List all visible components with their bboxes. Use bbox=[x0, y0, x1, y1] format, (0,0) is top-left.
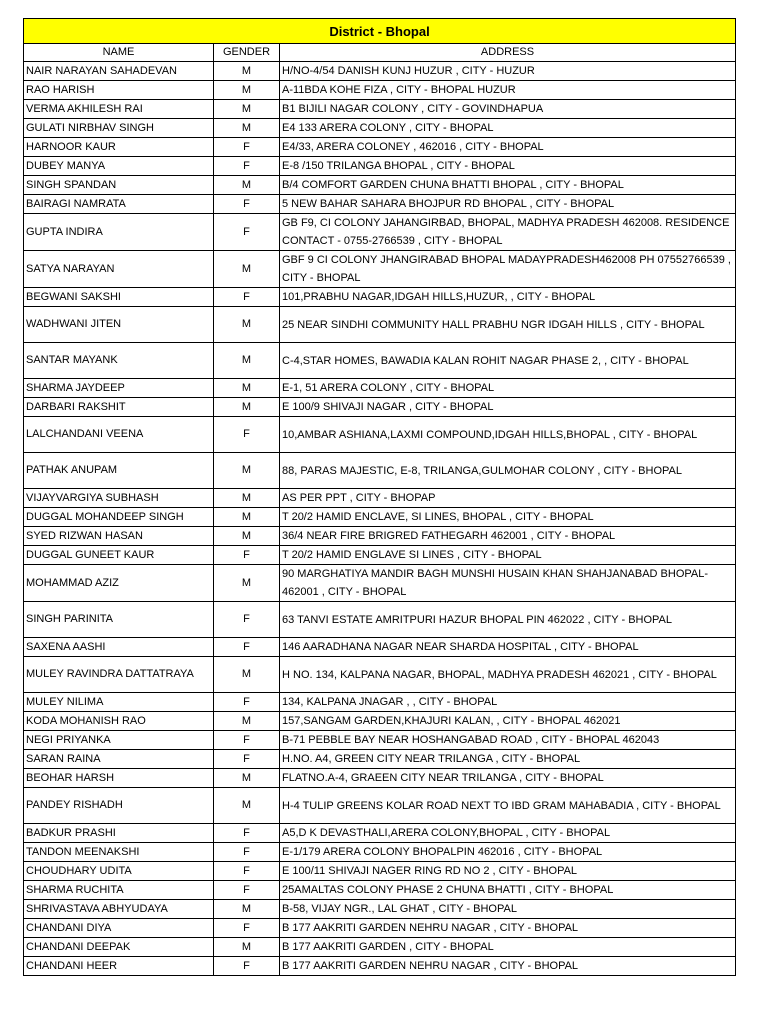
cell-address: B 177 AAKRITI GARDEN NEHRU NAGAR , CITY - BHOPAL bbox=[280, 919, 736, 938]
cell-name: MULEY NILIMA bbox=[24, 693, 214, 712]
cell-name: BAIRAGI NAMRATA bbox=[24, 195, 214, 214]
cell-gender: M bbox=[214, 100, 280, 119]
cell-gender: M bbox=[214, 81, 280, 100]
cell-name: BADKUR PRASHI bbox=[24, 824, 214, 843]
title-row bbox=[24, 19, 736, 44]
cell-gender: F bbox=[214, 862, 280, 881]
table-row bbox=[24, 508, 736, 527]
header-gender: GENDER bbox=[214, 44, 280, 62]
cell-name: MOHAMMAD AZIZ bbox=[24, 565, 214, 602]
table-body bbox=[24, 62, 736, 976]
table-row bbox=[24, 938, 736, 957]
cell-address: 157,SANGAM GARDEN,KHAJURI KALAN, , CITY - BHOPAL 462021 bbox=[280, 712, 736, 731]
cell-gender: M bbox=[214, 900, 280, 919]
table-row bbox=[24, 769, 736, 788]
cell-address: 134, KALPANA JNAGAR , , CITY - BHOPAL bbox=[280, 693, 736, 712]
cell-name: VIJAYVARGIYA SUBHASH bbox=[24, 489, 214, 508]
cell-address: 5 NEW BAHAR SAHARA BHOJPUR RD BHOPAL , CITY - BHOPAL bbox=[280, 195, 736, 214]
cell-gender: F bbox=[214, 881, 280, 900]
header-address: ADDRESS bbox=[280, 44, 736, 62]
cell-name: GUPTA INDIRA bbox=[24, 214, 214, 251]
table-row bbox=[24, 693, 736, 712]
cell-gender: M bbox=[214, 788, 280, 824]
table-row bbox=[24, 195, 736, 214]
table-row bbox=[24, 602, 736, 638]
cell-address: E4 133 ARERA COLONY , CITY - BHOPAL bbox=[280, 119, 736, 138]
table-row bbox=[24, 176, 736, 195]
cell-address: E 100/9 SHIVAJI NAGAR , CITY - BHOPAL bbox=[280, 398, 736, 417]
cell-address: AS PER PPT , CITY - BHOPAP bbox=[280, 489, 736, 508]
cell-address: 25 NEAR SINDHI COMMUNITY HALL PRABHU NGR IDGAH HILLS , CITY - BHOPAL bbox=[280, 307, 736, 343]
cell-name: SYED RIZWAN HASAN bbox=[24, 527, 214, 546]
cell-gender: M bbox=[214, 489, 280, 508]
cell-gender: M bbox=[214, 565, 280, 602]
table-row bbox=[24, 251, 736, 288]
table-row bbox=[24, 565, 736, 602]
cell-gender: F bbox=[214, 824, 280, 843]
cell-address: 36/4 NEAR FIRE BRIGRED FATHEGARH 462001 , CITY - BHOPAL bbox=[280, 527, 736, 546]
cell-address: C-4,STAR HOMES, BAWADIA KALAN ROHIT NAGAR PHASE 2, , CITY - BHOPAL bbox=[280, 343, 736, 379]
cell-name: SARAN RAINA bbox=[24, 750, 214, 769]
table-row bbox=[24, 731, 736, 750]
cell-gender: F bbox=[214, 417, 280, 453]
cell-name: WADHWANI JITEN bbox=[24, 307, 214, 343]
cell-address: 90 MARGHATIYA MANDIR BAGH MUNSHI HUSAIN KHAN SHAHJANABAD BHOPAL-462001 , CITY - BHOPAL bbox=[280, 565, 736, 602]
cell-address: GB F9, CI COLONY JAHANGIRBAD, BHOPAL, MADHYA PRADESH 462008. RESIDENCE CONTACT - 0755-2766539 , CITY - BHOPAL bbox=[280, 214, 736, 251]
cell-name: NAIR NARAYAN SAHADEVAN bbox=[24, 62, 214, 81]
table-row bbox=[24, 957, 736, 976]
cell-name: SINGH PARINITA bbox=[24, 602, 214, 638]
cell-name: CHOUDHARY UDITA bbox=[24, 862, 214, 881]
table-row bbox=[24, 62, 736, 81]
cell-name: KODA MOHANISH RAO bbox=[24, 712, 214, 731]
cell-address: T 20/2 HAMID ENCLAVE, SI LINES, BHOPAL , CITY - BHOPAL bbox=[280, 508, 736, 527]
cell-name: DUBEY MANYA bbox=[24, 157, 214, 176]
cell-gender: M bbox=[214, 343, 280, 379]
cell-name: LALCHANDANI VEENA bbox=[24, 417, 214, 453]
cell-name: DUGGAL MOHANDEEP SINGH bbox=[24, 508, 214, 527]
cell-gender: M bbox=[214, 938, 280, 957]
cell-gender: M bbox=[214, 251, 280, 288]
cell-gender: M bbox=[214, 307, 280, 343]
cell-address: E-1/179 ARERA COLONY BHOPALPIN 462016 , CITY - BHOPAL bbox=[280, 843, 736, 862]
cell-name: HARNOOR KAUR bbox=[24, 138, 214, 157]
cell-address: A-11BDA KOHE FIZA , CITY - BHOPAL HUZUR bbox=[280, 81, 736, 100]
table-row bbox=[24, 119, 736, 138]
cell-name: CHANDANI DIYA bbox=[24, 919, 214, 938]
cell-gender: F bbox=[214, 195, 280, 214]
cell-name: CHANDANI DEEPAK bbox=[24, 938, 214, 957]
cell-name: GULATI NIRBHAV SINGH bbox=[24, 119, 214, 138]
cell-gender: F bbox=[214, 546, 280, 565]
address-table bbox=[23, 18, 736, 976]
cell-name: SANTAR MAYANK bbox=[24, 343, 214, 379]
cell-name: SHARMA RUCHITA bbox=[24, 881, 214, 900]
cell-gender: M bbox=[214, 453, 280, 489]
cell-name: SHRIVASTAVA ABHYUDAYA bbox=[24, 900, 214, 919]
cell-address: E-1, 51 ARERA COLONY , CITY - BHOPAL bbox=[280, 379, 736, 398]
table-row bbox=[24, 157, 736, 176]
cell-address: E 100/11 SHIVAJI NAGER RING RD NO 2 , CITY - BHOPAL bbox=[280, 862, 736, 881]
cell-name: BEOHAR HARSH bbox=[24, 769, 214, 788]
cell-gender: F bbox=[214, 288, 280, 307]
table-row bbox=[24, 214, 736, 251]
table-row bbox=[24, 881, 736, 900]
cell-address: 25AMALTAS COLONY PHASE 2 CHUNA BHATTI , CITY - BHOPAL bbox=[280, 881, 736, 900]
table-row bbox=[24, 824, 736, 843]
cell-gender: M bbox=[214, 119, 280, 138]
cell-gender: M bbox=[214, 712, 280, 731]
table-row bbox=[24, 81, 736, 100]
cell-gender: F bbox=[214, 214, 280, 251]
cell-name: TANDON MEENAKSHI bbox=[24, 843, 214, 862]
cell-gender: F bbox=[214, 638, 280, 657]
cell-gender: M bbox=[214, 62, 280, 81]
cell-address: T 20/2 HAMID ENGLAVE SI LINES , CITY - BHOPAL bbox=[280, 546, 736, 565]
cell-gender: F bbox=[214, 731, 280, 750]
cell-name: SINGH SPANDAN bbox=[24, 176, 214, 195]
cell-name: SATYA NARAYAN bbox=[24, 251, 214, 288]
cell-address: B/4 COMFORT GARDEN CHUNA BHATTI BHOPAL , CITY - BHOPAL bbox=[280, 176, 736, 195]
table-row bbox=[24, 843, 736, 862]
sheet-title: District - Bhopal bbox=[24, 19, 736, 44]
cell-address: H-4 TULIP GREENS KOLAR ROAD NEXT TO IBD GRAM MAHABADIA , CITY - BHOPAL bbox=[280, 788, 736, 824]
cell-address: B-58, VIJAY NGR., LAL GHAT , CITY - BHOPAL bbox=[280, 900, 736, 919]
cell-name: NEGI PRIYANKA bbox=[24, 731, 214, 750]
table-row bbox=[24, 657, 736, 693]
cell-gender: F bbox=[214, 750, 280, 769]
cell-name: PATHAK ANUPAM bbox=[24, 453, 214, 489]
table-row bbox=[24, 788, 736, 824]
table-row bbox=[24, 489, 736, 508]
cell-name: DARBARI RAKSHIT bbox=[24, 398, 214, 417]
cell-address: GBF 9 CI COLONY JHANGIRABAD BHOPAL MADAYPRADESH462008 PH 07552766539 , CITY - BHOPAL bbox=[280, 251, 736, 288]
table-row bbox=[24, 862, 736, 881]
table-row bbox=[24, 638, 736, 657]
table-row bbox=[24, 343, 736, 379]
table-row bbox=[24, 288, 736, 307]
cell-gender: M bbox=[214, 657, 280, 693]
table-row bbox=[24, 712, 736, 731]
table-row bbox=[24, 398, 736, 417]
cell-name: BEGWANI SAKSHI bbox=[24, 288, 214, 307]
cell-gender: F bbox=[214, 693, 280, 712]
cell-address: B 177 AAKRITI GARDEN NEHRU NAGAR , CITY - BHOPAL bbox=[280, 957, 736, 976]
cell-gender: F bbox=[214, 919, 280, 938]
table-row bbox=[24, 453, 736, 489]
cell-address: FLATNO.A-4, GRAEEN CITY NEAR TRILANGA , CITY - BHOPAL bbox=[280, 769, 736, 788]
table-row bbox=[24, 307, 736, 343]
cell-address: B 177 AAKRITI GARDEN , CITY - BHOPAL bbox=[280, 938, 736, 957]
cell-address: A5,D K DEVASTHALI,ARERA COLONY,BHOPAL , CITY - BHOPAL bbox=[280, 824, 736, 843]
cell-address: B-71 PEBBLE BAY NEAR HOSHANGABAD ROAD , CITY - BHOPAL 462043 bbox=[280, 731, 736, 750]
cell-address: E-8 /150 TRILANGA BHOPAL , CITY - BHOPAL bbox=[280, 157, 736, 176]
table-row bbox=[24, 750, 736, 769]
table-row bbox=[24, 100, 736, 119]
cell-address: H.NO. A4, GREEN CITY NEAR TRILANGA , CITY - BHOPAL bbox=[280, 750, 736, 769]
header-name: NAME bbox=[24, 44, 214, 62]
cell-gender: M bbox=[214, 176, 280, 195]
header-row bbox=[24, 44, 736, 62]
cell-address: 88, PARAS MAJESTIC, E-8, TRILANGA,GULMOHAR COLONY , CITY - BHOPAL bbox=[280, 453, 736, 489]
cell-address: 146 AARADHANA NAGAR NEAR SHARDA HOSPITAL , CITY - BHOPAL bbox=[280, 638, 736, 657]
cell-gender: M bbox=[214, 379, 280, 398]
cell-gender: M bbox=[214, 398, 280, 417]
table-row bbox=[24, 138, 736, 157]
cell-gender: F bbox=[214, 843, 280, 862]
cell-gender: F bbox=[214, 157, 280, 176]
cell-address: H NO. 134, KALPANA NAGAR, BHOPAL, MADHYA PRADESH 462021 , CITY - BHOPAL bbox=[280, 657, 736, 693]
cell-address: B1 BIJILI NAGAR COLONY , CITY - GOVINDHAPUA bbox=[280, 100, 736, 119]
cell-gender: M bbox=[214, 527, 280, 546]
cell-gender: F bbox=[214, 602, 280, 638]
cell-address: 63 TANVI ESTATE AMRITPURI HAZUR BHOPAL PIN 462022 , CITY - BHOPAL bbox=[280, 602, 736, 638]
cell-name: MULEY RAVINDRA DATTATRAYA bbox=[24, 657, 214, 693]
cell-name: SAXENA AASHI bbox=[24, 638, 214, 657]
cell-name: CHANDANI HEER bbox=[24, 957, 214, 976]
cell-name: VERMA AKHILESH RAI bbox=[24, 100, 214, 119]
cell-name: RAO HARISH bbox=[24, 81, 214, 100]
table-row bbox=[24, 379, 736, 398]
table-row bbox=[24, 417, 736, 453]
cell-name: PANDEY RISHADH bbox=[24, 788, 214, 824]
table-row bbox=[24, 546, 736, 565]
cell-address: E4/33, ARERA COLONEY , 462016 , CITY - BHOPAL bbox=[280, 138, 736, 157]
cell-name: SHARMA JAYDEEP bbox=[24, 379, 214, 398]
cell-gender: M bbox=[214, 769, 280, 788]
cell-address: 10,AMBAR ASHIANA,LAXMI COMPOUND,IDGAH HILLS,BHOPAL , CITY - BHOPAL bbox=[280, 417, 736, 453]
table-row bbox=[24, 527, 736, 546]
table-row bbox=[24, 900, 736, 919]
cell-gender: F bbox=[214, 138, 280, 157]
cell-gender: F bbox=[214, 957, 280, 976]
cell-gender: M bbox=[214, 508, 280, 527]
table-row bbox=[24, 919, 736, 938]
cell-address: H/NO-4/54 DANISH KUNJ HUZUR , CITY - HUZUR bbox=[280, 62, 736, 81]
cell-name: DUGGAL GUNEET KAUR bbox=[24, 546, 214, 565]
cell-address: 101,PRABHU NAGAR,IDGAH HILLS,HUZUR, , CITY - BHOPAL bbox=[280, 288, 736, 307]
